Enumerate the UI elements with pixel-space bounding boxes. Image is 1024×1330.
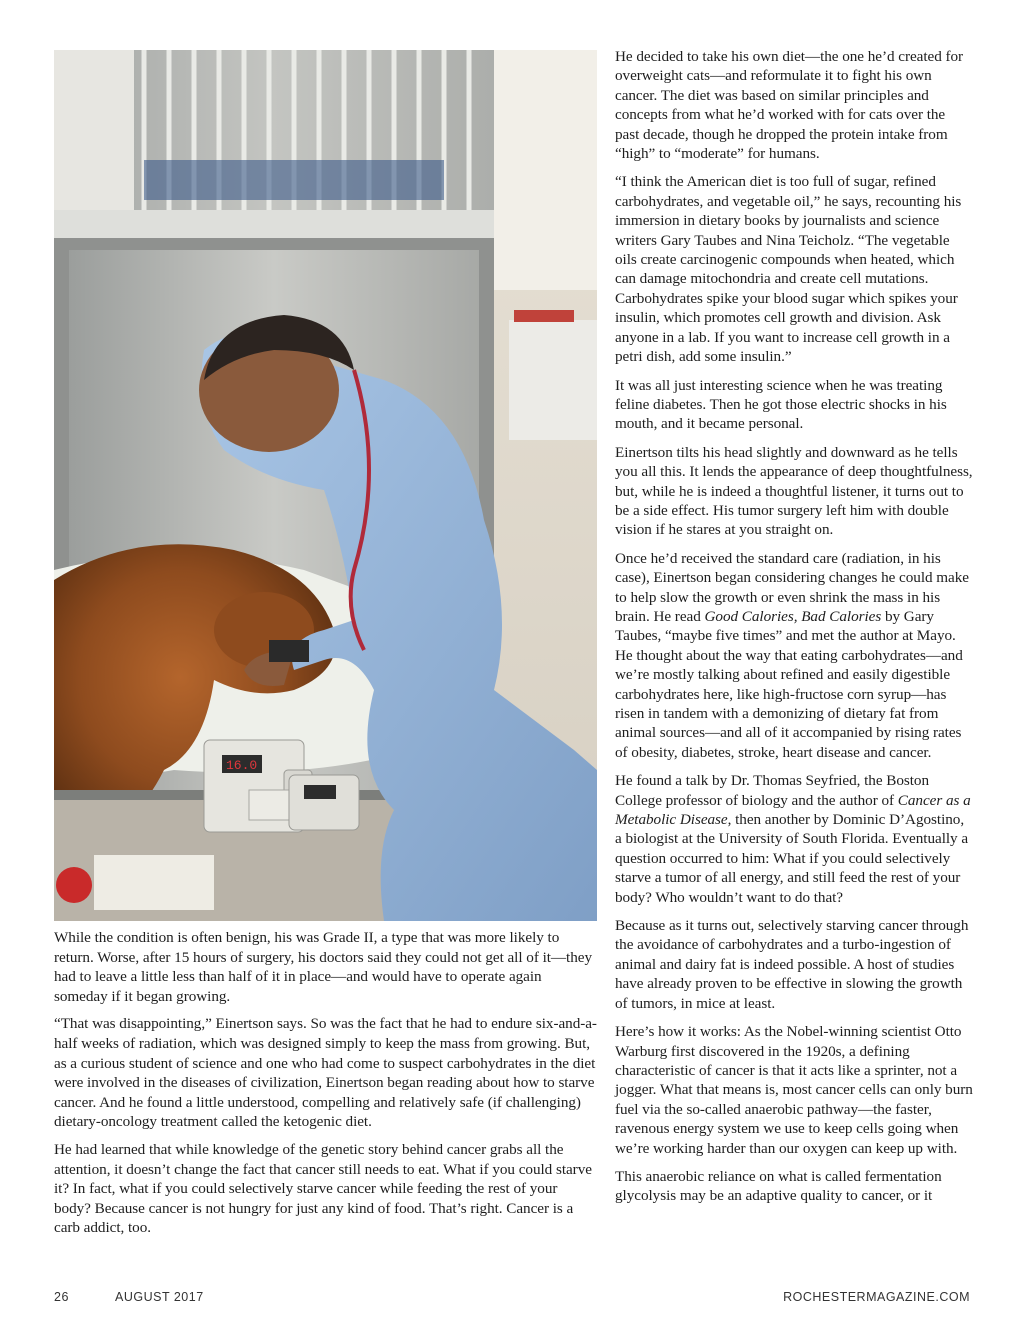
article-paragraph: Einertson tilts his head slightly and downward as he tells you all this. It lends the appearance of deep thoughtfulness, but, while he is indeed a thoughtful listener, it turns out to be a side effect. His tumor surgery left him with double vision if he stares at you straight on.: [615, 443, 973, 539]
pump-display: 16.0: [226, 758, 258, 773]
article-paragraph: Here’s how it works: As the Nobel-winning scientist Otto Warburg first discovered in the 1920s, a defining characteristic of cancer is that it acts like a sprinter, not a jogger. What that means is, most cancer cells can only burn fuel via the so-called anaerobic pathway—the faster, ravenous energy system we use to keep cells going when we’re working harder than our oxygen can keep up with.: [615, 1023, 973, 1157]
article-paragraph: While the condition is often benign, his was Grade II, a type that was more likely to return. Worse, after 15 hours of surgery, his doctors said they could not get all of it—they had to leave a little less than half of it in place—and would have to operate again someday if it began growing.: [54, 929, 592, 1005]
right-column-text: [615, 47, 973, 1215]
article-paragraph: [615, 771, 973, 907]
book-title: Good Calories, Bad Calories: [704, 607, 882, 625]
text-run: by Gary Taubes, “maybe five times” and met the author at Mayo. He thought about the way that eating carbohydrates—and we’re mostly talking about refined and easily digestible carbohydrates here, like high-fructose corn syrup—has risen in tandem with a demonizing of dietary fat from animal sources—and all of it accompanied by rising rates of obesity, diabetes, stroke, heart disease and cancer.: [615, 607, 963, 761]
article-paragraph: It was all just interesting science when he was treating feline diabetes. Then he got those electric shocks in his mouth, and it became personal.: [615, 376, 947, 433]
left-column-text: [54, 928, 597, 1246]
page-number: 26: [54, 1290, 69, 1304]
article-paragraph: He decided to take his own diet—the one he’d created for overweight cats—and reformulate it to fight his own cancer. The diet was based on similar principles and concepts from what he’d worked with for cats over the past decade, though he dropped the protein intake from “high” to “moderate” for humans.: [615, 48, 964, 163]
article-paragraph: “I think the American diet is too full of sugar, refined carbohydrates, and vegetable oil,” he says, recounting his immersion in dietary books by journalists and science writers Gary Taubes and Nina Teicholz. “The vegetable oils create carcinogenic compounds when heated, which can damage mitochondria and create cell mutations. Carbohydrates spike your blood sugar which spikes your insulin, which promotes cell growth and division. Ask anyone in a lab. If you want to increase cell growth in a petri dish, add some insulin.”: [615, 173, 962, 366]
veterinarian-with-dog-photo: [54, 50, 597, 921]
article-photo: [54, 50, 597, 921]
article-paragraph: “That was disappointing,” Einertson says. So was the fact that he had to endure six-and-a-half weeks of radiation, which was designed simply to keep the mass from growing. But, as a curious student of science and one who had come to suspect carbohydrates in the diet were involved in the diseases of civilization, Einertson began reading about how to starve cancer. And he found a little understood, compelling and relatively safe (if challenging) dietary-oncology treatment called the ketogenic diet.: [54, 1015, 597, 1131]
article-paragraph: Because as it turns out, selectively starving cancer through the avoidance of carbohydrates and a turbo-ingestion of animal and dairy fat is indeed possible. A host of studies have already proven to be effective in slowing the growth of tumors, in mice at least.: [615, 917, 969, 1012]
text-run: He found a talk by Dr. Thomas Seyfried, the Boston College professor of biology and the author of: [615, 772, 929, 809]
book-title: Cancer as a Metabolic Disease: [615, 791, 971, 829]
issue-date: AUGUST 2017: [115, 1290, 204, 1304]
article-paragraph: [615, 549, 973, 762]
text-run: , then another by Dominic D’Agostino, a biologist at the University of South Florida. Eventually a question occurred to him: What if you could selectively starve a tumor of all energy, and still feed the rest of your body? Who wouldn’t want to do that?: [615, 811, 969, 906]
article-paragraph: This anaerobic reliance on what is called fermentation glycolysis may be an adaptive quality to cancer, or it: [615, 1167, 942, 1205]
page-footer: [0, 1290, 1024, 1306]
text-run: Once he’d received the standard care (radiation, in his case), Einertson began considering changes he could make to help slow the growth or even shrink the mass in his brain. He read: [615, 549, 969, 625]
site-url: ROCHESTERMAGAZINE.COM: [783, 1290, 970, 1304]
article-paragraph: He had learned that while knowledge of the genetic story behind cancer grabs all the attention, it doesn’t change the fact that cancer still needs to eat. What if you could starve it? In fact, what if you could selectively starve cancer while feeding the rest of your body? Because cancer is not hungry for just any kind of food. That’s right. Cancer is a carb addict, too.: [54, 1140, 592, 1237]
